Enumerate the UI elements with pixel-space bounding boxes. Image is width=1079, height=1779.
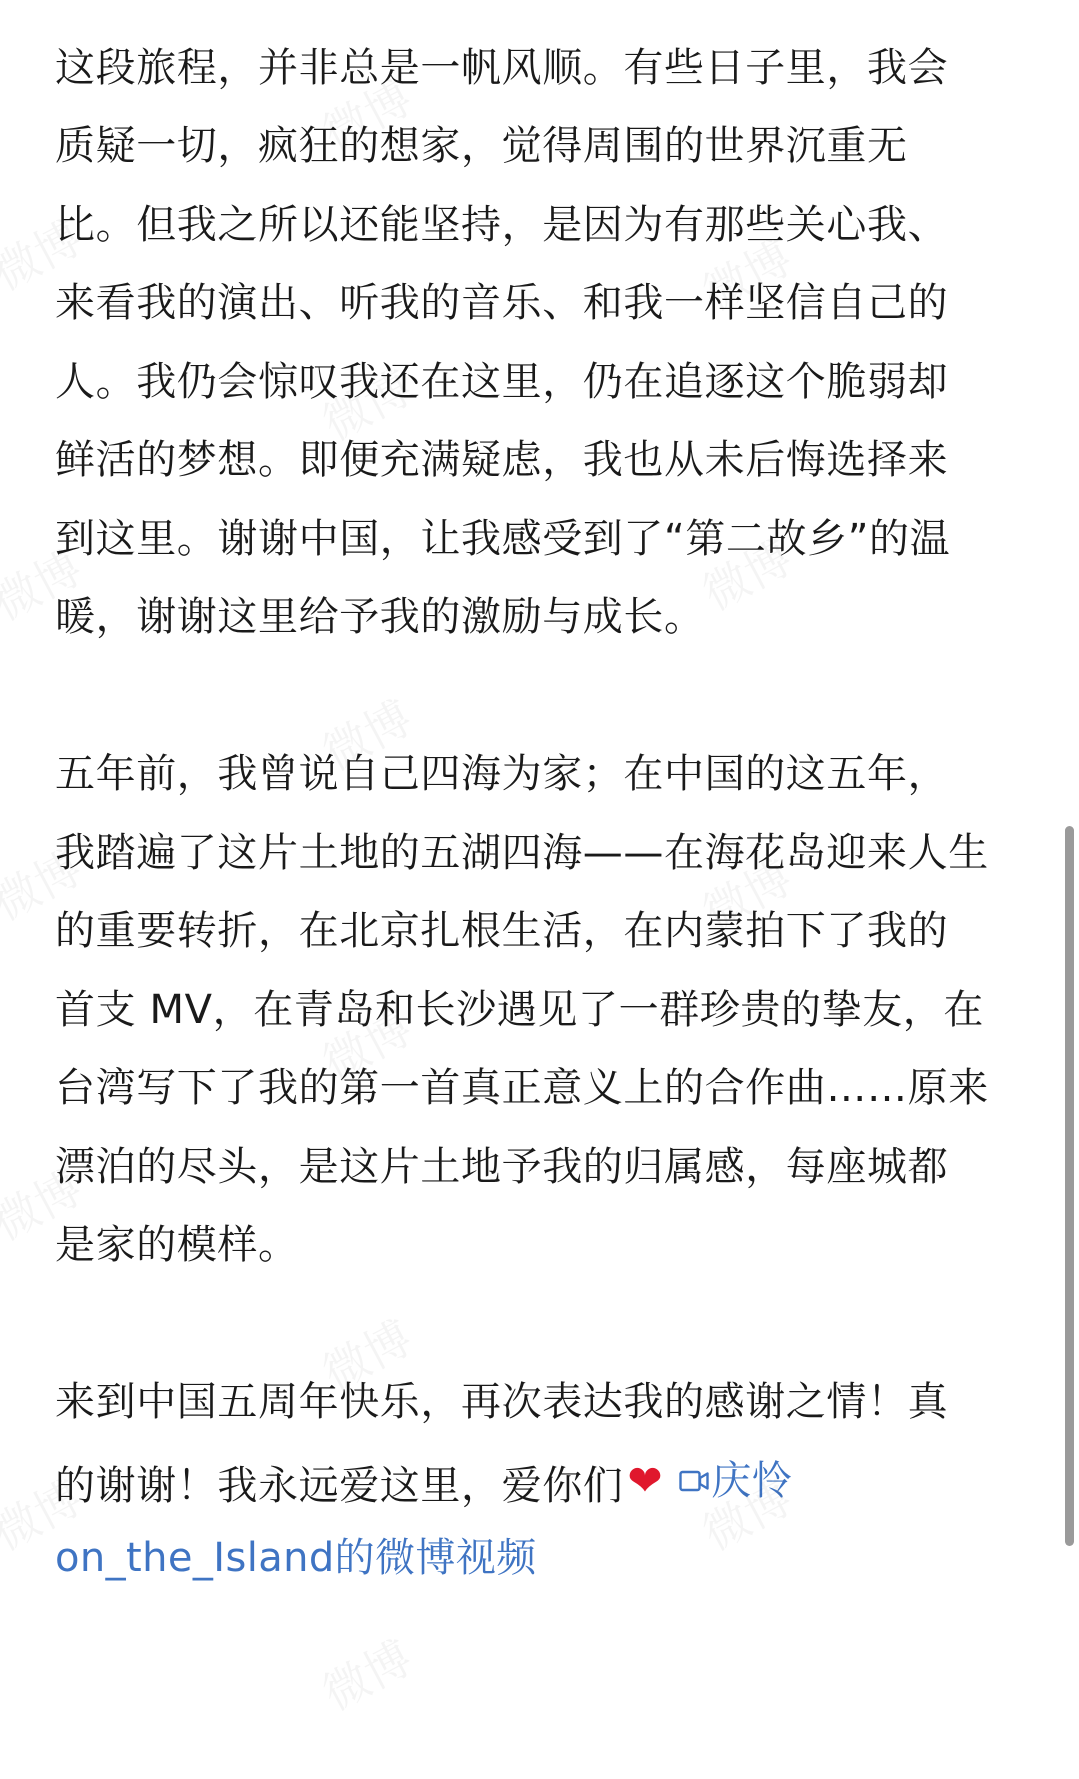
text-line: 暖，谢谢这里给予我的激励与成长。 [55,594,705,640]
text-line: 台湾写下了我的第一首真正意义上的合作曲……原来 [55,1065,989,1111]
video-camera-icon [679,1463,709,1499]
text-line: 我踏遍了这片土地的五湖四海——在海花岛迎来人生 [55,830,989,876]
watermark [310,1622,422,1723]
vertical-scrollbar[interactable] [1065,826,1074,1546]
text-line-with-mention [55,1452,792,1510]
text-line: 的重要转折，在北京扎根生活，在内蒙拍下了我的 [55,908,949,954]
text-line: 鲜活的梦想。即便充满疑虑，我也从未后悔选择来 [55,437,949,483]
text-line: 来看我的演出、听我的音乐、和我一样坚信自己的 [55,280,949,326]
weibo-video-link[interactable]: on_the_Island的微博视频 [55,1535,537,1581]
red-heart-emoji-icon: ❤ [627,1456,664,1505]
text-line: 是家的模样。 [55,1222,299,1268]
text-line: 质疑一切，疯狂的想家，觉得周围的世界沉重无 [55,123,908,169]
text-line: 到这里。谢谢中国，让我感受到了“第二故乡”的温 [55,516,951,562]
text-segment: 的谢谢！我永远爱这里，爱你们 [55,1463,624,1509]
text-line: 漂泊的尽头，是这片土地予我的归属感，每座城都 [55,1144,949,1190]
mention-label: 庆怜 [711,1458,793,1504]
text-line: 这段旅程，并非总是一帆风顺。有些日子里，我会 [55,45,949,91]
text-line: 比。但我之所以还能坚持，是因为有那些关心我、 [55,202,949,248]
video-mention-link[interactable] [679,1452,792,1510]
text-line: 人。我仍会惊叹我还在这里，仍在追逐这个脆弱却 [55,359,949,405]
text-line: 首支 MV，在青岛和长沙遇见了一群珍贵的挚友，在 [55,987,984,1033]
text-line: 五年前，我曾说自己四海为家；在中国的这五年， [55,751,949,797]
text-line: 来到中国五周年快乐，再次表达我的感谢之情！真 [55,1379,949,1425]
